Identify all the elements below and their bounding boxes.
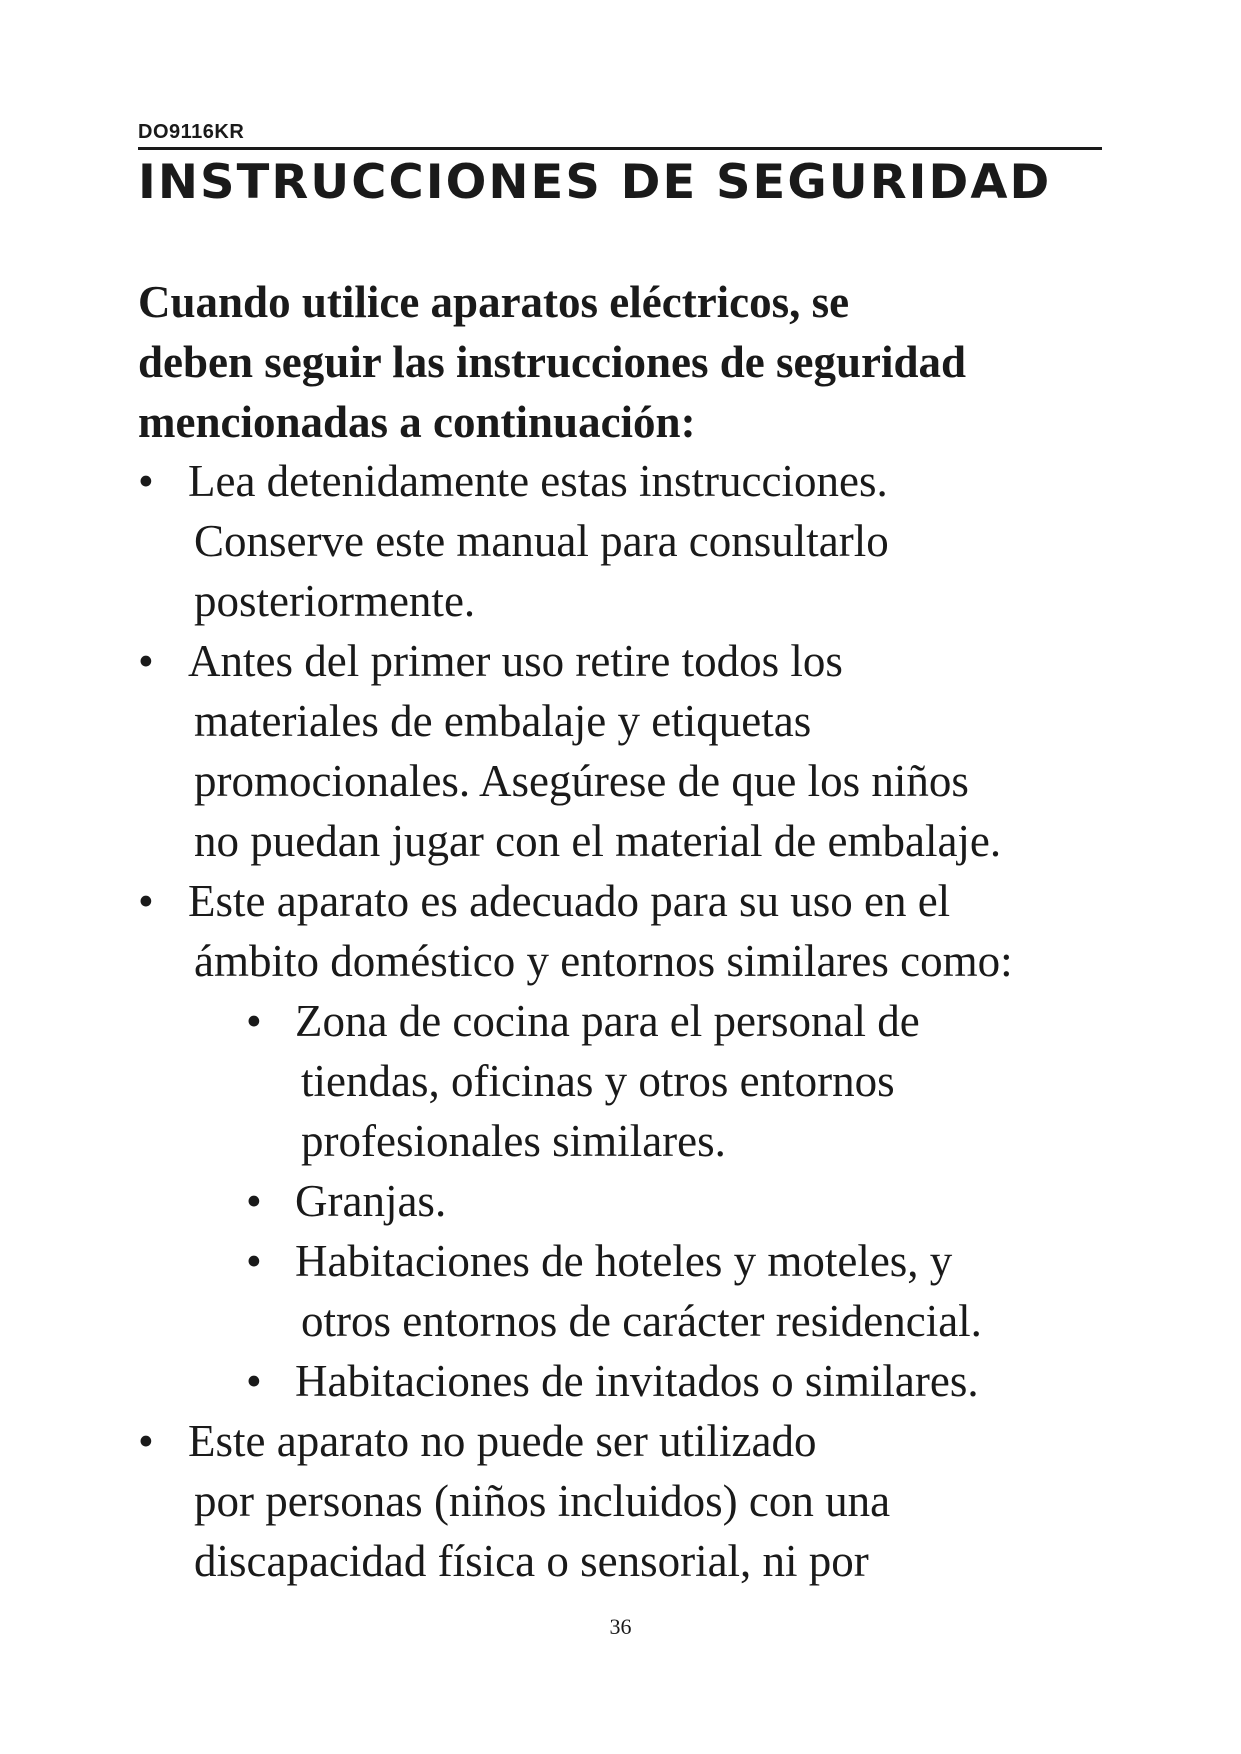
item-line: promocionales. Asegúrese de que los niños bbox=[194, 756, 969, 806]
item-line: Este aparato es adecuado para su uso en el bbox=[188, 876, 951, 926]
item-line: Este aparato no puede ser utilizado bbox=[188, 1416, 817, 1466]
sub-list-item bbox=[138, 991, 1118, 1171]
item-line: posteriormente. bbox=[194, 576, 476, 626]
item-line: discapacidad física o sensorial, ni por bbox=[194, 1536, 869, 1586]
intro-line: mencionadas a continuación: bbox=[138, 397, 696, 447]
intro-line: Cuando utilice aparatos eléctricos, se bbox=[138, 277, 850, 327]
sub-list-item bbox=[138, 1231, 1118, 1351]
bullet-icon: • bbox=[246, 996, 262, 1046]
sub-list-item bbox=[138, 1171, 1118, 1231]
sub-item-line: Habitaciones de invitados o similares. bbox=[295, 1356, 979, 1406]
intro-line: deben seguir las instrucciones de seguridad bbox=[138, 337, 966, 387]
item-line: materiales de embalaje y etiquetas bbox=[194, 696, 812, 746]
bullet-icon: • bbox=[246, 1236, 262, 1286]
item-line: Lea detenidamente estas instrucciones. bbox=[188, 456, 888, 506]
bullet-icon: • bbox=[138, 876, 154, 926]
item-line: Antes del primer uso retire todos los bbox=[188, 636, 843, 686]
page-number: 36 bbox=[609, 1614, 632, 1639]
sub-list-item bbox=[138, 1351, 1118, 1411]
bullet-icon: • bbox=[246, 1356, 262, 1406]
item-line: por personas (niños incluidos) con una bbox=[194, 1476, 891, 1526]
list-item bbox=[138, 871, 1118, 991]
list-item bbox=[138, 1411, 1118, 1591]
bullet-icon: • bbox=[138, 1416, 154, 1466]
sub-item-line: Zona de cocina para el personal de bbox=[295, 996, 920, 1046]
sub-item-line: tiendas, oficinas y otros entornos bbox=[301, 1056, 895, 1106]
intro-paragraph bbox=[138, 272, 1118, 452]
item-line: ámbito doméstico y entornos similares como: bbox=[194, 936, 1013, 986]
model-number: DO9116KR bbox=[138, 121, 245, 143]
item-line: Conserve este manual para consultarlo bbox=[194, 516, 889, 566]
page-title: INSTRUCCIONES DE SEGURIDAD bbox=[138, 155, 1052, 210]
header-divider bbox=[138, 147, 1102, 150]
item-line: no puedan jugar con el material de embalaje. bbox=[194, 816, 1002, 866]
list-item bbox=[138, 631, 1118, 871]
bullet-icon: • bbox=[138, 456, 154, 506]
sub-item-line: otros entornos de carácter residencial. bbox=[301, 1296, 982, 1346]
sub-item-line: Granjas. bbox=[295, 1176, 447, 1226]
sub-item-line: profesionales similares. bbox=[301, 1116, 726, 1166]
bullet-icon: • bbox=[138, 636, 154, 686]
sub-item-line: Habitaciones de hoteles y moteles, y bbox=[295, 1236, 953, 1286]
list-item bbox=[138, 451, 1118, 631]
safety-list bbox=[138, 451, 1118, 1591]
bullet-icon: • bbox=[246, 1176, 262, 1226]
